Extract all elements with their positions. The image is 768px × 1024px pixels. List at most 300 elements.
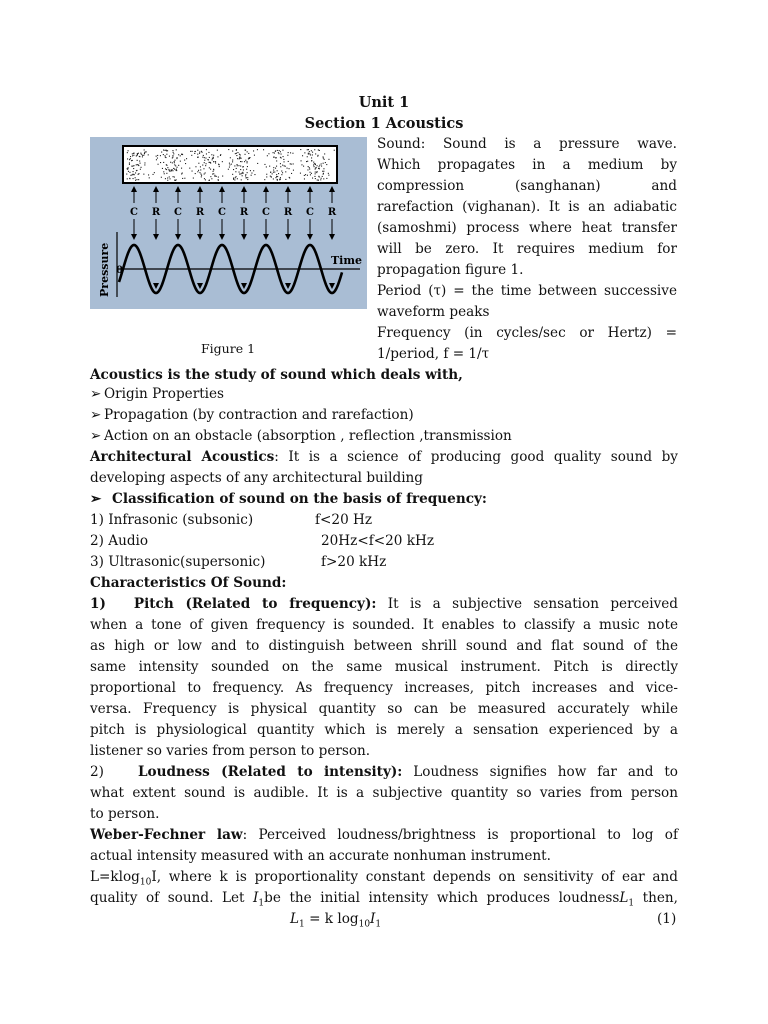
particle-dot: [185, 163, 186, 164]
particle-dot: [213, 155, 214, 156]
particle-dot: [166, 150, 167, 151]
particle-dot: [165, 178, 166, 179]
particle-dot: [250, 170, 251, 171]
cr-label: C: [262, 207, 270, 218]
intro-line-2: Which propagates in a medium by: [377, 157, 677, 173]
particle-dot: [197, 154, 198, 155]
particle-dot: [157, 158, 158, 159]
particle-dot: [304, 175, 305, 176]
particle-dot: [166, 165, 167, 166]
particle-dot: [222, 161, 223, 162]
particle-dot: [203, 155, 204, 156]
intensity-symbol: I: [253, 890, 259, 906]
classification-name: 3) Ultrasonic(supersonic): [90, 554, 266, 570]
particle-dot: [129, 172, 130, 173]
particle-dot: [133, 168, 134, 169]
particle-dot: [204, 162, 205, 163]
particle-dot: [176, 149, 177, 150]
particle-dot: [201, 151, 202, 152]
particle-dot: [319, 165, 320, 166]
particle-dot: [133, 178, 134, 179]
particle-dot: [321, 166, 322, 167]
weber-line-4: [90, 888, 678, 915]
particle-dot: [278, 153, 279, 154]
particle-dot: [129, 164, 130, 165]
particle-dot: [174, 162, 175, 163]
particle-dot: [192, 151, 193, 152]
particle-dot: [322, 176, 323, 177]
intro-line-6: will be zero. It requires medium for: [377, 241, 677, 257]
particle-dot: [209, 157, 210, 158]
particle-dot: [136, 164, 137, 165]
particle-dot: [172, 155, 173, 156]
particle-dot: [139, 161, 140, 162]
particle-dot: [254, 155, 255, 156]
particle-dot: [132, 155, 133, 156]
particle-dot: [293, 170, 294, 171]
particle-dot: [160, 155, 161, 156]
particle-dot: [206, 163, 207, 164]
classification-heading: [90, 489, 487, 510]
weber-line-2: actual intensity measured with an accurate nonhuman instrument.: [90, 848, 551, 864]
cr-label: R: [151, 207, 161, 218]
loudness-line-3: to person.: [90, 806, 160, 822]
particle-dot: [163, 150, 164, 151]
pitch-line: versa. Frequency is physical quantity so can be measured accurately while: [90, 701, 678, 717]
particle-dot: [270, 172, 271, 173]
particle-dot: [245, 174, 246, 175]
cr-label: R: [283, 207, 293, 218]
pressure-label: Pressure: [98, 242, 111, 297]
bullet-item: [90, 426, 512, 447]
particle-dot: [318, 155, 319, 156]
particle-dot: [319, 150, 320, 151]
particle-dot: [212, 174, 213, 175]
particle-dot: [198, 163, 199, 164]
architectural-line-1: [90, 447, 678, 468]
particle-dot: [190, 151, 191, 152]
particle-dot: [277, 170, 278, 171]
bullet-arrow-icon: ➢: [90, 386, 102, 402]
particle-dot: [166, 169, 167, 170]
cr-label: C: [306, 207, 314, 218]
particle-dot: [133, 153, 134, 154]
particle-dot: [202, 157, 203, 158]
particle-dot: [310, 154, 311, 155]
particle-dot: [287, 168, 288, 169]
particle-dot: [288, 152, 289, 153]
bullet-item: [90, 384, 224, 405]
particle-dot: [285, 171, 286, 172]
particle-dot: [309, 153, 310, 154]
particle-dot: [211, 154, 212, 155]
bullet-arrow-icon: ➢: [90, 407, 102, 423]
particle-dot: [267, 155, 268, 156]
particle-dot: [204, 174, 205, 175]
particle-dot: [129, 162, 130, 163]
particle-dot: [192, 171, 193, 172]
particle-dot: [247, 151, 248, 152]
particle-dot: [282, 165, 283, 166]
particle-dot: [273, 178, 274, 179]
particle-dot: [213, 173, 214, 174]
particle-dot: [200, 166, 201, 167]
particle-dot: [229, 167, 230, 168]
particle-dot: [145, 152, 146, 153]
classification-name: 1) Infrasonic (subsonic): [90, 512, 254, 528]
particle-dot: [266, 174, 267, 175]
particle-dot: [132, 166, 133, 167]
particle-dot: [292, 153, 293, 154]
particle-dot: [279, 150, 280, 151]
particle-dot: [315, 169, 316, 170]
particle-dot: [315, 168, 316, 169]
particle-dot: [178, 165, 179, 166]
particle-dot: [174, 169, 175, 170]
particle-dot: [129, 178, 130, 179]
particle-dot: [231, 164, 232, 165]
particle-dot: [281, 171, 282, 172]
particle-dot: [144, 149, 145, 150]
acoustics-heading: Acoustics is the study of sound which deals with,: [90, 367, 463, 383]
equation-1: [290, 909, 381, 936]
cr-label: R: [195, 207, 205, 218]
characteristics-heading: Characteristics Of Sound:: [90, 575, 287, 591]
particle-dot: [268, 153, 269, 154]
particle-dot: [315, 164, 316, 165]
particle-dot: [273, 172, 274, 173]
particle-dot: [253, 170, 254, 171]
particle-dot: [272, 173, 273, 174]
particle-dot: [264, 164, 265, 165]
particle-dot: [245, 150, 246, 151]
pitch-line: same intensity sounded on the same musical instrument. Pitch is directly: [90, 659, 678, 675]
particle-dot: [315, 172, 316, 173]
particle-dot: [195, 173, 196, 174]
particle-dot: [302, 155, 303, 156]
particle-dot: [312, 178, 313, 179]
architectural-text: : It is a science of producing good quality sound by: [274, 449, 678, 465]
loudness-term: Loudness (Related to intensity):: [137, 764, 403, 780]
pitch-term: Pitch (Related to frequency):: [133, 596, 377, 612]
particle-dot: [167, 178, 168, 179]
particle-dot: [165, 168, 166, 169]
particle-dot: [144, 164, 145, 165]
loudness-line-2: what extent sound is audible. It is a subjective quantity so varies from person: [90, 785, 678, 801]
equation-lhs: L: [290, 911, 300, 927]
particle-dot: [175, 180, 176, 181]
particle-dot: [289, 168, 290, 169]
particle-dot: [244, 161, 245, 162]
particle-dot: [323, 178, 324, 179]
particle-dot: [195, 166, 196, 167]
particle-dot: [275, 177, 276, 178]
particle-dot: [229, 163, 230, 164]
particle-dot: [136, 170, 137, 171]
particle-dot: [314, 176, 315, 177]
particle-dot: [138, 179, 139, 180]
particle-dot: [317, 165, 318, 166]
particle-dot: [232, 174, 233, 175]
particle-dot: [247, 166, 248, 167]
architectural-term: Architectural Acoustics: [90, 449, 275, 465]
particle-dot: [323, 171, 324, 172]
bullet-arrow-icon: ➢: [90, 491, 102, 507]
cr-label: C: [218, 207, 226, 218]
particle-dot: [249, 158, 250, 159]
particle-dot: [174, 164, 175, 165]
classification-range: f>20 kHz: [321, 554, 387, 570]
bullet-text: Action on an obstacle (absorption , reflection ,transmission: [104, 428, 512, 444]
particle-dot: [284, 161, 285, 162]
particle-dot: [247, 172, 248, 173]
particle-dot: [142, 156, 143, 157]
particle-dot: [201, 175, 202, 176]
loudness-line-1: [90, 762, 678, 783]
particle-dot: [326, 164, 327, 165]
particle-dot: [235, 153, 236, 154]
particle-dot: [161, 152, 162, 153]
particle-dot: [172, 150, 173, 151]
particle-dot: [240, 154, 241, 155]
particle-dot: [271, 176, 272, 177]
particle-dot: [148, 174, 149, 175]
particle-dot: [208, 152, 209, 153]
particle-dot: [317, 180, 318, 181]
particle-dot: [235, 171, 236, 172]
pitch-text: It is a subjective sensation perceived: [376, 596, 679, 612]
particle-dot: [233, 178, 234, 179]
particle-dot: [280, 163, 281, 164]
particle-dot: [214, 176, 215, 177]
particle-dot: [209, 167, 210, 168]
particle-dot: [274, 153, 275, 154]
intro-line-1: Sound: Sound is a pressure wave.: [377, 136, 677, 152]
particle-dot: [220, 154, 221, 155]
particle-dot: [243, 169, 244, 170]
particle-dot: [288, 161, 289, 162]
particle-dot: [232, 161, 233, 162]
particle-dot: [270, 176, 271, 177]
particle-dot: [160, 162, 161, 163]
particle-dot: [132, 174, 133, 175]
particle-dot: [140, 163, 141, 164]
particle-dot: [274, 157, 275, 158]
particle-dot: [307, 149, 308, 150]
particle-dot: [193, 178, 194, 179]
particle-dot: [129, 159, 130, 160]
particle-dot: [172, 157, 173, 158]
intro-line-3: compression (sanghanan) and: [377, 178, 677, 194]
particle-dot: [251, 173, 252, 174]
figure-caption: Figure 1: [201, 341, 256, 356]
particle-dot: [266, 176, 267, 177]
particle-dot: [240, 157, 241, 158]
particle-dot: [218, 177, 219, 178]
particle-dot: [218, 164, 219, 165]
bullet-text: Propagation (by contraction and rarefaction): [104, 407, 414, 423]
pitch-line: pitch is physiological quantity which is merely a sensation experienced by a: [90, 722, 678, 738]
particle-dot: [133, 155, 134, 156]
particle-dot: [202, 165, 203, 166]
particle-dot: [247, 162, 248, 163]
particle-dot: [307, 161, 308, 162]
particle-dot: [173, 152, 174, 153]
particle-dot: [138, 165, 139, 166]
particle-dot: [275, 150, 276, 151]
particle-dot: [184, 160, 185, 161]
particle-dot: [137, 155, 138, 156]
equation-rhs-sub: 1: [375, 919, 382, 930]
particle-dot: [314, 163, 315, 164]
particle-dot: [189, 168, 190, 169]
particle-dot: [168, 169, 169, 170]
intensity-subscript: 1: [258, 898, 265, 909]
particle-dot: [242, 175, 243, 176]
weber-let-text: quality of sound. Let: [90, 890, 254, 906]
pitch-line: when a tone of given frequency is sounded. It enables to classify a music note: [90, 617, 678, 633]
particle-dot: [127, 178, 128, 179]
particle-dot: [314, 149, 315, 150]
particle-dot: [273, 170, 274, 171]
particle-dot: [240, 173, 241, 174]
particle-dot: [128, 168, 129, 169]
particle-dot: [282, 172, 283, 173]
particle-dot: [287, 155, 288, 156]
cr-label: C: [130, 207, 138, 218]
particle-dot: [323, 158, 324, 159]
particle-dot: [235, 177, 236, 178]
particle-dot: [144, 162, 145, 163]
pitch-line: as high or low and to distinguish between shrill sound and flat sound of the: [90, 638, 678, 654]
weber-line-1: [90, 825, 678, 846]
particle-dot: [205, 179, 206, 180]
equation-lhs-sub: 1: [299, 919, 305, 930]
particle-dot: [181, 154, 182, 155]
classification-range: f<20 Hz: [315, 512, 373, 528]
particle-dot: [164, 173, 165, 174]
particle-dot: [246, 169, 247, 170]
particle-dot: [263, 149, 264, 150]
particle-dot: [239, 158, 240, 159]
particle-dot: [237, 152, 238, 153]
figure-svg: [90, 137, 367, 309]
particle-dot: [313, 162, 314, 163]
particle-dot: [245, 175, 246, 176]
particle-dot: [130, 158, 131, 159]
particle-dot: [153, 174, 154, 175]
particle-dot: [236, 168, 237, 169]
particle-dot: [238, 165, 239, 166]
particle-dot: [222, 176, 223, 177]
particle-dot: [172, 162, 173, 163]
particle-dot: [322, 171, 323, 172]
particle-dot: [199, 153, 200, 154]
particle-dot: [280, 177, 281, 178]
particle-dot: [141, 154, 142, 155]
particle-dot: [210, 169, 211, 170]
particle-dot: [241, 158, 242, 159]
particle-dot: [212, 159, 213, 160]
particle-dot: [240, 169, 241, 170]
particle-dot: [304, 152, 305, 153]
particle-dot: [134, 174, 135, 175]
particle-dot: [180, 161, 181, 162]
particle-dot: [186, 158, 187, 159]
particle-dot: [199, 152, 200, 153]
particle-dot: [300, 173, 301, 174]
particle-dot: [130, 175, 131, 176]
particle-dot: [307, 156, 308, 157]
particle-dot: [276, 160, 277, 161]
particle-dot: [230, 157, 231, 158]
particle-dot: [128, 171, 129, 172]
particle-dot: [242, 172, 243, 173]
intro-line-4: rarefaction (vighanan). It is an adiabatic: [377, 199, 677, 215]
intro-line-7: propagation figure 1.: [377, 262, 524, 278]
particle-dot: [132, 160, 133, 161]
particle-dot: [278, 173, 279, 174]
cr-label: R: [327, 207, 337, 218]
particle-dot: [163, 154, 164, 155]
particle-dot: [276, 174, 277, 175]
particle-dot: [166, 154, 167, 155]
particle-dot: [240, 161, 241, 162]
particle-dot: [201, 176, 202, 177]
particle-dot: [308, 153, 309, 154]
particle-dot: [170, 178, 171, 179]
particle-dot: [139, 156, 140, 157]
bullet-text: Origin Properties: [104, 386, 225, 402]
particle-dot: [319, 166, 320, 167]
particle-dot: [211, 178, 212, 179]
particle-dot: [236, 153, 237, 154]
particle-dot: [293, 163, 294, 164]
particle-dot: [172, 169, 173, 170]
particle-dot: [289, 177, 290, 178]
intro-line-5: (samoshmi) process where heat transfer: [377, 220, 677, 236]
loudness-text: Loudness signifies how far and to: [402, 764, 678, 780]
particle-dot: [142, 155, 143, 156]
particle-dot: [283, 159, 284, 160]
particle-dot: [181, 168, 182, 169]
particle-dot: [313, 165, 314, 166]
pitch-line: proportional to frequency. As frequency increases, pitch increases and vice-: [90, 680, 678, 696]
weber-let-rest: be the initial intensity which produces loudness: [264, 890, 620, 906]
particle-dot: [319, 168, 320, 169]
intro-line-10: Frequency (in cycles/sec or Hertz) =: [377, 325, 677, 341]
particle-dot: [126, 174, 127, 175]
particle-dot: [241, 161, 242, 162]
particle-dot: [213, 171, 214, 172]
particle-dot: [233, 169, 234, 170]
particle-dot: [165, 157, 166, 158]
particle-dot: [276, 157, 277, 158]
particle-dot: [232, 160, 233, 161]
particle-dot: [275, 168, 276, 169]
particle-dot: [301, 160, 302, 161]
particle-dot: [318, 180, 319, 181]
particle-dot: [305, 174, 306, 175]
particle-dot: [149, 177, 150, 178]
particle-dot: [203, 168, 204, 169]
particle-dot: [209, 162, 210, 163]
particle-dot: [285, 179, 286, 180]
particle-dot: [318, 149, 319, 150]
particle-dot: [176, 158, 177, 159]
pitch-line-last: listener so varies from person to person.: [90, 743, 371, 759]
particle-dot: [307, 169, 308, 170]
